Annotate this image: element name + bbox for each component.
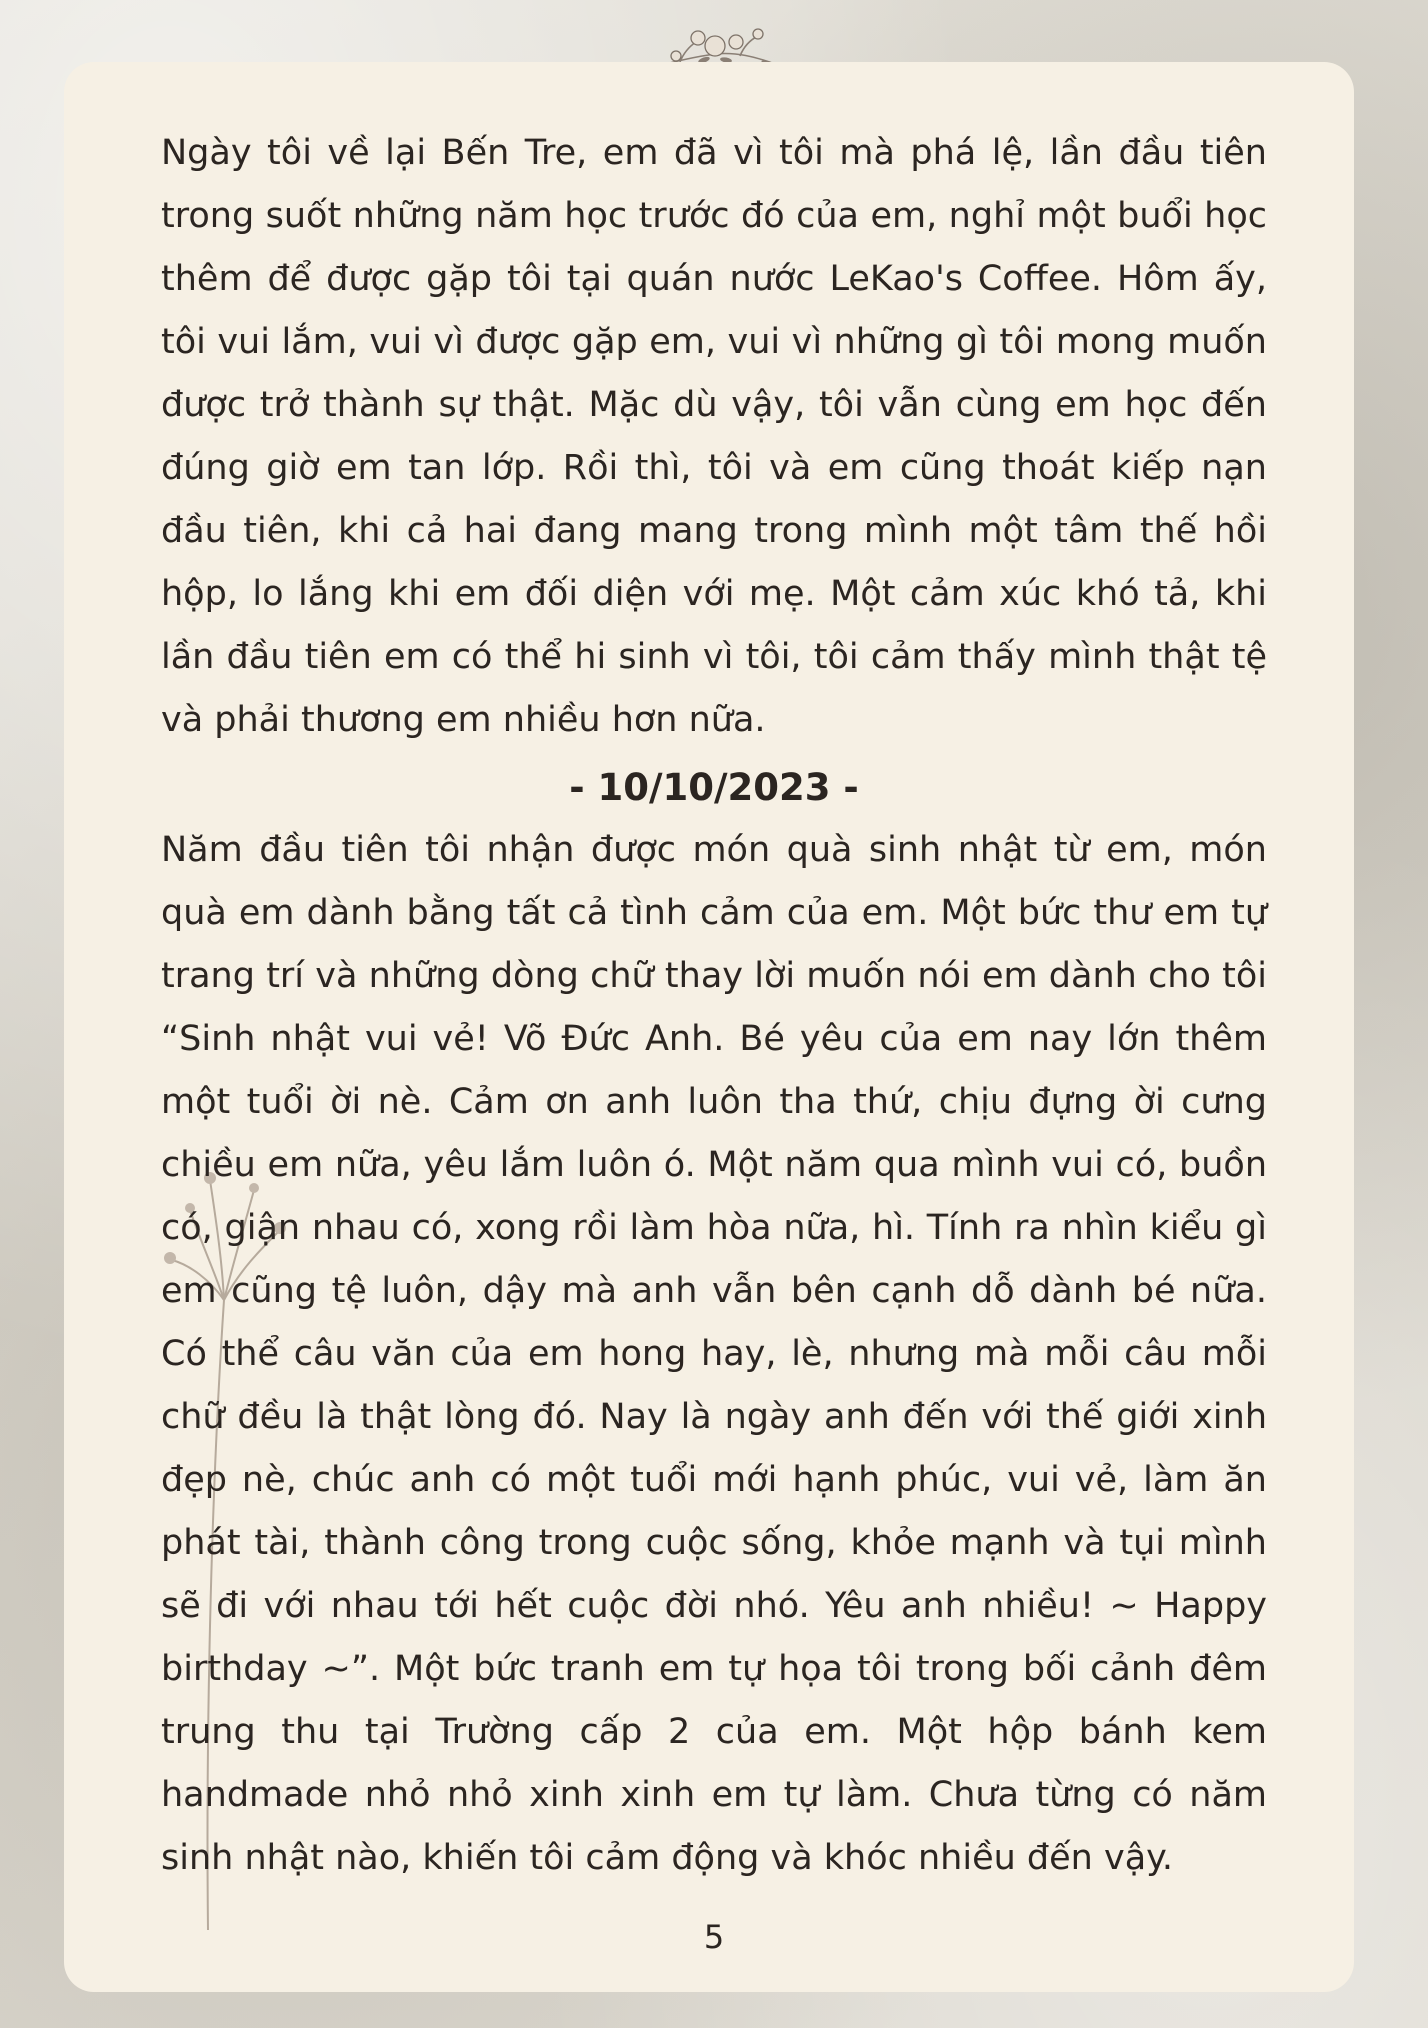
paragraph-1: Ngày tôi về lại Bến Tre, em đã vì tôi mà phá lệ, lần đầu tiên trong suốt những năm học trước đó của em, nghỉ một buổi học thêm để được gặp tôi tại quán nước LeKao's Coffee. Hôm ấy, tôi vui lắm, vui vì được gặp em, vui vì những gì tôi mong muốn được trở thành sự thật. Mặc dù vậy, tôi vẫn cùng em học đến đúng giờ em tan lớp. Rồi thì, tôi và em cũng thoát kiếp nạn đầu tiên, khi cả hai đang mang trong mình một tâm thế hồi hộp, lo lắng khi em đối diện với mẹ. Một cảm xúc khó tả, khi lần đầu tiên em có thể hi sinh vì tôi, tôi cảm thấy mình thật tệ và phải thương em nhiều hơn nữa. — [161, 133, 1267, 740]
date-heading: - 10/10/2023 - — [569, 766, 859, 809]
page-number: 5 — [703, 1918, 725, 1956]
paragraph-2: Năm đầu tiên tôi nhận được món quà sinh nhật từ em, món quà em dành bằng tất cả tình cảm của em. Một bức thư em tự trang trí và những dòng chữ thay lời muốn nói em dành cho tôi “Sinh nhật vui vẻ! Võ Đức Anh. Bé yêu của em nay lớn thêm một tuổi ời nè. Cảm ơn anh luôn tha thứ, chịu đựng ời cưng chiều em nữa, yêu lắm luôn ó. Một năm qua mình vui có, buồn có, giận nhau có, xong rồi làm hòa nữa, hì. Tính ra nhìn kiểu gì em cũng tệ luôn, dậy mà anh vẫn bên cạnh dỗ dành bé nữa. Có thể câu văn của em hong hay, lè, nhưng mà mỗi câu mỗi chữ đều là thật lòng đó. Nay là ngày anh đến với thế giới xinh đẹp nè, chúc anh có một tuổi mới hạnh phúc, vui vẻ, làm ăn phát tài, thành công trong cuộc sống, khỏe mạnh và tụi mình sẽ đi với nhau tới hết cuộc đời nhó. Yêu anh nhiều! ~ Happy birthday ~”. Một bức tranh em tự họa tôi trong bối cảnh đêm trung thu tại Trường cấp 2 của em. Một hộp bánh kem handmade nhỏ nhỏ xinh xinh em tự làm. Chưa từng có năm sinh nhật nào, khiến tôi cảm động và khóc nhiều đến vậy. — [161, 830, 1267, 1878]
